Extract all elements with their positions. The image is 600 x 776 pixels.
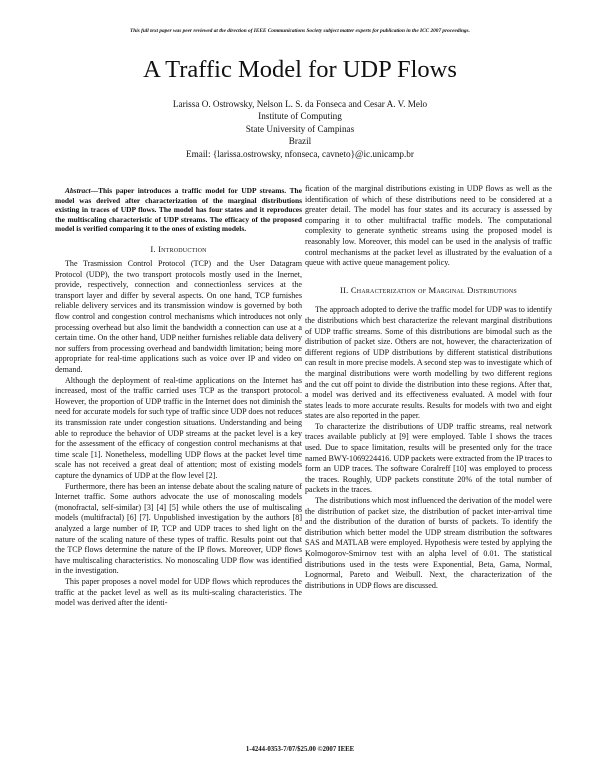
author-institute: Institute of Computing	[258, 111, 342, 122]
author-names: Larissa O. Ostrowsky, Nelson L. S. da Fonseca and Cesar A. V. Melo	[172, 99, 428, 109]
author-country: Brazil	[288, 136, 312, 147]
right-column	[305, 184, 552, 591]
author-email: Email: {larissa.ostrowsky, nfonseca, cavneto}@ic.unicamp.br	[186, 148, 414, 159]
intro-paragraph-3: Furthermore, there has been an intense debate about the scaling nature of Internet traffic. Some authors advocate the use of monoscaling models (monofractal, self-similar) [3] [4] [5] while others the use of multiscaling models (multifractal) [6] [7]. Unpublished investigation by the authors [8] analyzed a large number of IP, TCP and UDP traces to shed light on the nature of the scaling nature of these types of traffic. Results point out that the TCP flows determine the nature of the IP flows. Moreover, UDP flows have multiscaling characteristics. No monoscaling UDP flow was identified in the investigation.	[55, 481, 302, 576]
author-university: State University of Campinas	[245, 123, 355, 134]
char-paragraph-2: To characterize the distributions of UDP traffic streams, real network traces available publicly at [9] were employed. Table I shows the traces used. Due to space limitation, results will be presented only for the trace named BWY-1069224416. UDP packets were extracted from the IP traces to form an UDP traces. The software Coralreff [10] was employed to process the traces. Roughly, UDP packets constitute 20% of the total number of packets in the traces.	[305, 421, 552, 495]
intro-paragraph-1: The Trasmission Control Protocol (TCP) and the User Datagram Protocol (UDP), the two transport protocols mostly used in the Inernet, provide, respectively, connection and connectionless services at the transport layer and differ by several aspects. On one hand, TCP furnishes reliable delivery services and its transmission window is governed by both flow control and congestion control mechanisms which introduces not only processing overhead but also limit the bandwidth a connection can use at a certain time. On the other hand, UDP neither furnishes reliable data delivery nor suffers from processing overhead and bandwidth limitation; being more appropriate for real-time applications such as voice over IP and video on demand.	[55, 259, 302, 375]
peer-review-note: This full text paper was peer reviewed at the direction of IEEE Communications Society subject matter experts for publication in the ICC 2007 proceedings.	[130, 28, 470, 34]
section-heading-introduction: I. Introduction	[150, 243, 207, 254]
abstract	[55, 186, 302, 234]
author-block	[0, 98, 600, 160]
paper-title: A Traffic Model for UDP Flows	[143, 56, 457, 83]
intro-paragraph-2: Although the deployment of real-time applications on the Internet has increased, most of the traffic carried uses TCP as the transport protocol. However, the proportion of UDP traffic in the Internet does not diminish the need for accurate models for such type of traffic since UDP does not reduces its transmission rate under congestion situations. Understanding and being able to reproduce the behavior of UDP streams at the packet level is a key for the assessment of the efficacy of congestion control mechanisms at that time scale [1]. Nonetheless, modelling UDP flows at the packet level time scale has not received a great deal of attention; most of existing models capture the dynamics of UDP at the flow level [2].	[55, 375, 302, 480]
copyright-footer: 1-4244-0353-7/07/$25.00 ©2007 IEEE	[245, 746, 355, 753]
abstract-text: —This paper introduces a traffic model for UDP streams. The model was derived after characterization of the marginal distributions existing in traces of UDP flows. The model has four states and it reproduces the multiscaling characteristic of UDP streams. The efficacy of the proposed model is verified comparing it to the ones of existing models.	[55, 186, 302, 233]
left-column	[55, 186, 302, 609]
intro-continuation: fication of the marginal distributions existing in UDP flows as well as the identification of which of these distributions need to be considered at a greater detail. The model has four states and its accuracy is assessed by comparing it to other multifractal traffic models. The computational complexity to generate synthetic streams using the proposed model is reasonably low. Moreover, this model can be used in the analysis of traffic control mechanisms at the packet level as illustrated by the evaluation of a queue with active queue management policy.	[305, 184, 552, 268]
abstract-label: Abstract	[65, 186, 91, 195]
char-paragraph-3: The distributions which most influenced the derivation of the model were the distribution of packet size, the distribution of packet inter-arrival time and the distribution of the duration of bursts of packets. To identify the distribution which better model the UDP stream distribution the softwares SAS and MATLAB were employed. Hypothesis were tested by applying the Kolmogorov-Smirnov test with an alpha level of 0.01. The statistical distributions used in the tests were Exponential, Beta, Gama, Normal, Lognormal, Pareto and Weibull. Next, the characterization of the distributions in UDP flows are discussed.	[305, 496, 552, 590]
section-heading-characterization: II. Characterization of Marginal Distributions	[340, 284, 517, 295]
intro-paragraph-4: This paper proposes a novel model for UDP flows which reproduces the traffic at the packet level as well as its multi-scaling characteristics. The model was derived after the identi-	[55, 576, 302, 608]
char-paragraph-1: The approach adopted to derive the traffic model for UDP was to identify the distributions which best characterize the relevant marginal distributions of UDP traffic streams. Some of this distributions are bimodal such as the distribution of packet size. Others are not, however, the characterization of different regions of UDP distributions by different statistical distributions can result in more precise models. A second step was to investigate which of the marginal distributions were worth modelling by two different regions and the cut off point to divide the distribution into these regions. After that, a model was derived and its effectiveness evaluated. A model with four states leads to more accurate results. Results for models with two and eight states are also reported in the paper.	[305, 305, 552, 421]
